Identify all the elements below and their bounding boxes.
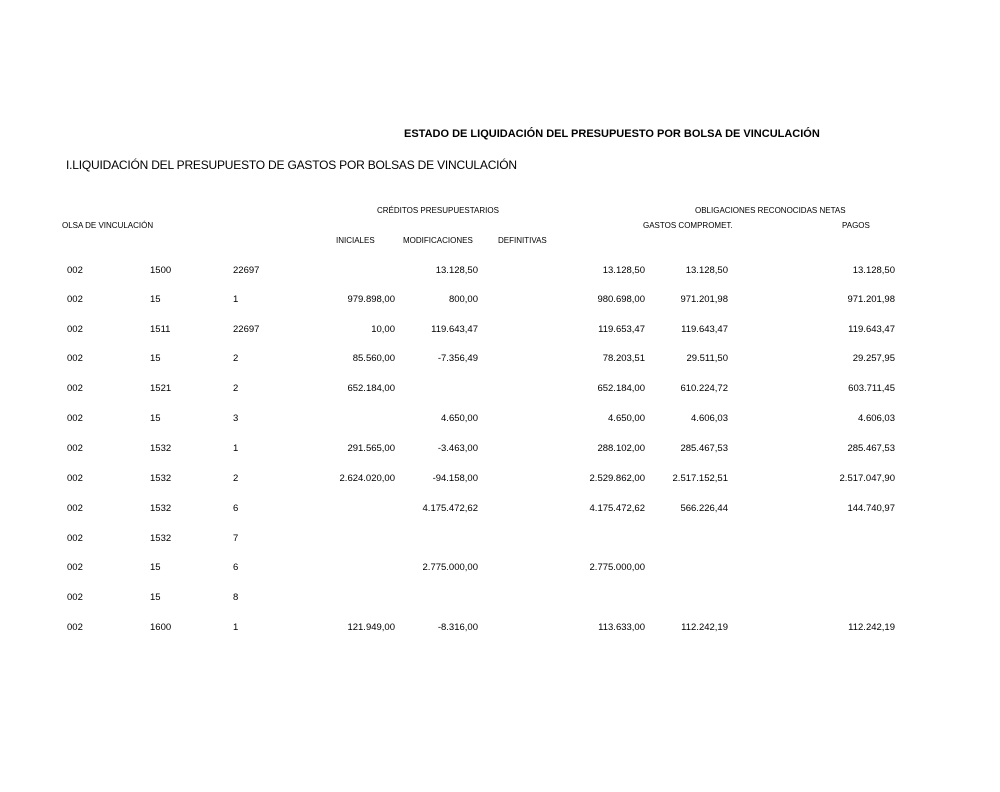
- cell-modificaciones: -94.158,00: [432, 473, 478, 484]
- table-row: [0, 443, 1000, 457]
- cell-a: 002: [67, 473, 83, 484]
- cell-gastos: 29.511,50: [686, 353, 728, 364]
- cell-modificaciones: -8.316,00: [437, 622, 478, 633]
- section-subtitle: I.LIQUIDACIÓN DEL PRESUPUESTO DE GASTOS POR BOLSAS DE VINCULACIÓN: [66, 158, 517, 172]
- table-row: [0, 592, 1000, 606]
- cell-a: 002: [67, 353, 83, 364]
- header-gastos-comprometidos: GASTOS COMPROMET.: [643, 221, 733, 230]
- cell-definitivas: 4.650,00: [608, 413, 645, 424]
- cell-b: 1532: [150, 473, 172, 484]
- cell-definitivas: 113.633,00: [598, 622, 645, 633]
- header-definitivas: DEFINITIVAS: [498, 236, 547, 245]
- cell-pagos: 29.257,95: [852, 353, 895, 364]
- cell-definitivas: 980.698,00: [597, 294, 645, 305]
- cell-b: 15: [150, 413, 161, 424]
- cell-pagos: 13.128,50: [852, 265, 895, 276]
- cell-pagos: 285.467,53: [847, 443, 895, 454]
- table-row: [0, 324, 1000, 338]
- cell-b: 1532: [150, 443, 172, 454]
- table-row: [0, 353, 1000, 367]
- cell-modificaciones: 4.175.472,62: [422, 503, 478, 514]
- cell-a: 002: [67, 622, 83, 633]
- cell-b: 1500: [150, 265, 172, 276]
- cell-definitivas: 13.128,50: [602, 265, 645, 276]
- cell-b: 1532: [150, 533, 172, 544]
- cell-pagos: 4.606,03: [858, 413, 895, 424]
- table-row: [0, 533, 1000, 547]
- cell-b: 15: [150, 592, 161, 603]
- table-row: [0, 503, 1000, 517]
- cell-definitivas: 652.184,00: [597, 383, 645, 394]
- header-pagos: PAGOS: [842, 221, 870, 230]
- cell-definitivas: 2.529.862,00: [589, 473, 645, 484]
- cell-gastos: 2.517.152,51: [672, 473, 728, 484]
- header-iniciales: INICIALES: [336, 236, 375, 245]
- table-row: [0, 622, 1000, 636]
- cell-iniciales: 291.565,00: [347, 443, 395, 454]
- cell-definitivas: 4.175.472,62: [589, 503, 645, 514]
- cell-pagos: 603.711,45: [848, 383, 895, 394]
- cell-a: 002: [67, 533, 83, 544]
- cell-gastos: 13.128,50: [685, 265, 728, 276]
- cell-definitivas: 119.653,47: [598, 324, 645, 335]
- cell-iniciales: 2.624.020,00: [339, 473, 395, 484]
- cell-pagos: 971.201,98: [847, 294, 895, 305]
- cell-a: 002: [67, 562, 83, 573]
- cell-modificaciones: 800,00: [448, 294, 478, 305]
- cell-modificaciones: -3.463,00: [437, 443, 478, 454]
- cell-b: 1600: [150, 622, 172, 633]
- cell-a: 002: [67, 413, 83, 424]
- cell-gastos: 112.242,19: [681, 622, 728, 633]
- cell-c: 3: [233, 413, 239, 424]
- cell-gastos: 4.606,03: [691, 413, 728, 424]
- cell-a: 002: [67, 443, 83, 454]
- cell-a: 002: [67, 324, 83, 335]
- cell-c: 1: [233, 622, 239, 633]
- cell-modificaciones: 2.775.000,00: [422, 562, 478, 573]
- cell-c: 6: [233, 562, 239, 573]
- cell-a: 002: [67, 503, 83, 514]
- cell-modificaciones: 13.128,50: [435, 265, 478, 276]
- table-row: [0, 383, 1000, 397]
- table-row: [0, 413, 1000, 427]
- cell-b: 1521: [150, 383, 172, 394]
- cell-c: 2: [233, 353, 239, 364]
- cell-pagos: 2.517.047,90: [839, 473, 895, 484]
- header-creditos: CRÉDITOS PRESUPUESTARIOS: [377, 206, 499, 215]
- cell-iniciales: 979.898,00: [347, 294, 395, 305]
- cell-b: 15: [150, 562, 161, 573]
- cell-b: 1511: [150, 324, 171, 335]
- cell-definitivas: 78.203,51: [602, 353, 645, 364]
- cell-modificaciones: 119.643,47: [431, 324, 478, 335]
- cell-c: 8: [233, 592, 239, 603]
- cell-c: 6: [233, 503, 239, 514]
- cell-c: 1: [233, 294, 239, 305]
- cell-pagos: 112.242,19: [848, 622, 895, 633]
- cell-iniciales: 121.949,00: [347, 622, 395, 633]
- cell-b: 15: [150, 353, 161, 364]
- cell-a: 002: [67, 265, 83, 276]
- report-title: ESTADO DE LIQUIDACIÓN DEL PRESUPUESTO POR BOLSA DE VINCULACIÓN: [404, 128, 820, 140]
- table-row: [0, 265, 1000, 279]
- cell-c: 7: [233, 533, 239, 544]
- cell-gastos: 285.467,53: [680, 443, 728, 454]
- cell-iniciales: 10,00: [371, 324, 395, 335]
- cell-c: 22697: [233, 324, 260, 335]
- cell-pagos: 119.643,47: [848, 324, 895, 335]
- table-row: [0, 294, 1000, 308]
- cell-definitivas: 2.775.000,00: [589, 562, 645, 573]
- cell-pagos: 144.740,97: [847, 503, 895, 514]
- cell-gastos: 566.226,44: [680, 503, 728, 514]
- cell-a: 002: [67, 383, 83, 394]
- cell-c: 1: [233, 443, 239, 454]
- table-row: [0, 562, 1000, 576]
- cell-gastos: 119.643,47: [681, 324, 728, 335]
- cell-iniciales: 652.184,00: [347, 383, 395, 394]
- cell-c: 2: [233, 383, 239, 394]
- header-modificaciones: MODIFICACIONES: [403, 236, 473, 245]
- table-row: [0, 473, 1000, 487]
- cell-modificaciones: -7.356,49: [437, 353, 478, 364]
- cell-b: 15: [150, 294, 161, 305]
- cell-gastos: 971.201,98: [680, 294, 728, 305]
- cell-gastos: 610.224,72: [680, 383, 728, 394]
- cell-a: 002: [67, 592, 83, 603]
- cell-c: 22697: [233, 265, 260, 276]
- cell-a: 002: [67, 294, 83, 305]
- cell-c: 2: [233, 473, 239, 484]
- cell-definitivas: 288.102,00: [597, 443, 645, 454]
- header-bolsa: OLSA DE VINCULACIÓN: [62, 221, 154, 230]
- cell-modificaciones: 4.650,00: [441, 413, 478, 424]
- cell-iniciales: 85.560,00: [352, 353, 395, 364]
- header-obligaciones: OBLIGACIONES RECONOCIDAS NETAS: [695, 206, 846, 215]
- cell-b: 1532: [150, 503, 172, 514]
